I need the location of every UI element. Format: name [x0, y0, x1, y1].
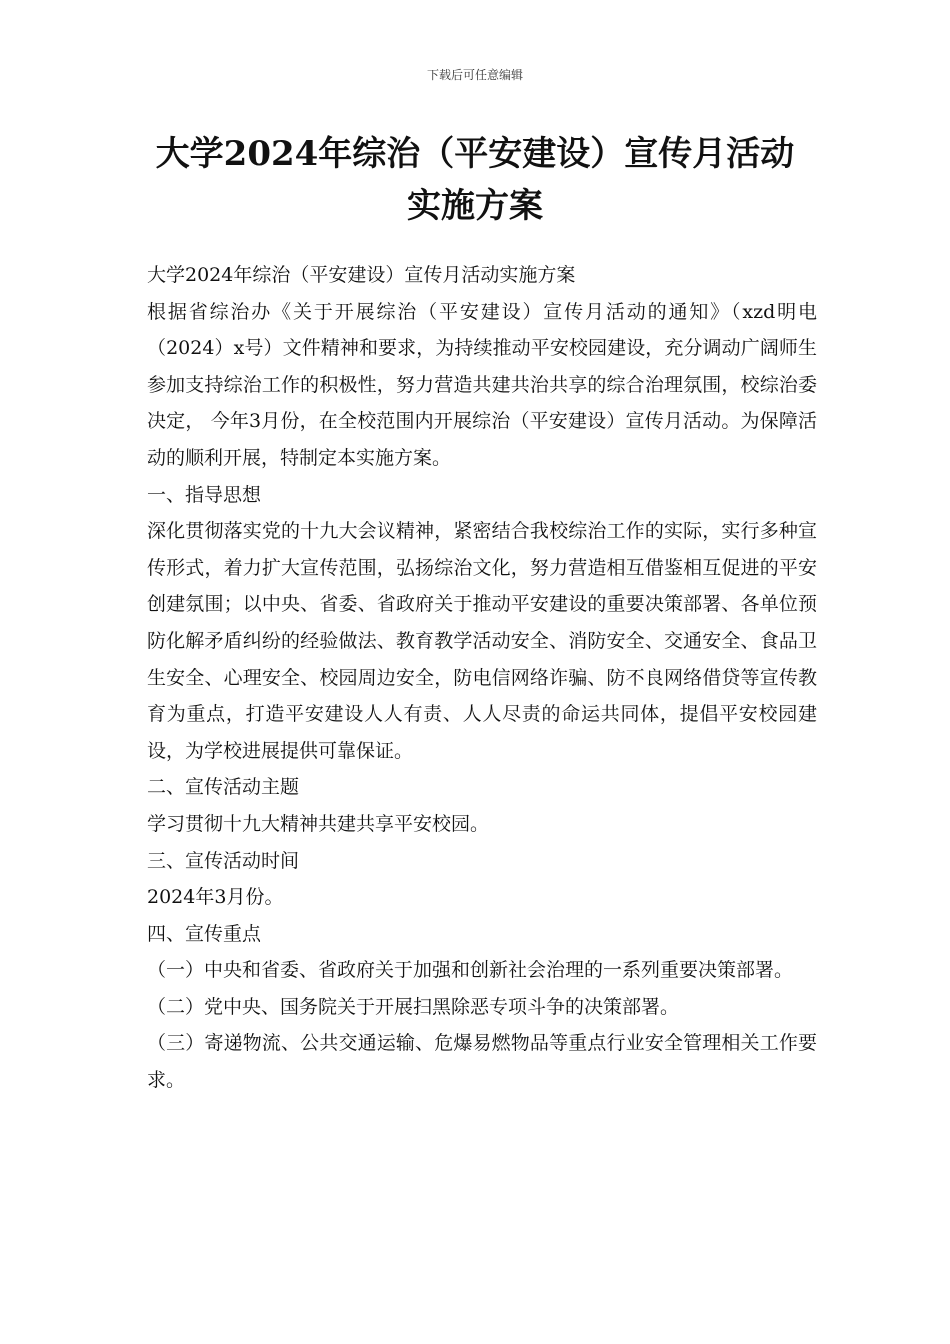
section-heading-3: 三、宣传活动时间	[147, 849, 300, 872]
header-note: 下载后可任意编辑	[426, 68, 523, 82]
document-body	[147, 257, 817, 1099]
focus-item-2: （二）党中央、国务院关于开展扫黑除恶专项斗争的决策部署。	[147, 995, 680, 1018]
section-heading-2: 二、宣传活动主题	[147, 776, 300, 799]
time-paragraph: 2024年3月份。	[147, 886, 284, 909]
title-line-2: 实施方案	[407, 186, 543, 226]
focus-item-1: （一）中央和省委、省政府关于加强和创新社会治理的一系列重要决策部署。	[147, 959, 794, 982]
document-title	[120, 128, 830, 232]
title-line-1: 大学2024年综治（平安建设）宣传月活动	[155, 134, 795, 174]
subtitle-paragraph: 大学2024年综治（平安建设）宣传月活动实施方案	[147, 264, 576, 286]
section-heading-1: 一、指导思想	[147, 483, 262, 506]
focus-item-3: （三）寄递物流、公共交通运输、危爆易燃物品等重点行业安全管理相关工作要求。	[147, 1032, 817, 1092]
guiding-thought-paragraph: 深化贯彻落实党的十九大会议精神，紧密结合我校综治工作的实际，实行多种宣传形式，着力扩大宣传范围，弘扬综治文化，努力营造相互借鉴相互促进的平安创建氛围；以中央、省委、省政府关于推动平安建设的重要决策部署、各单位预防化解矛盾纠纷的经验做法、教育教学活动安全、消防安全、交通安全、食品卫生安全、心理安全、校园周边安全，防电信网络诈骗、防不良网络借贷等宣传教育为重点，打造平安建设人人有责、人人尽责的命运共同体，提倡平安校园建设，为学校进展提供可靠保证。	[147, 520, 817, 762]
section-heading-4: 四、宣传重点	[147, 922, 262, 945]
intro-paragraph: 根据省综治办《关于开展综治（平安建设）宣传月活动的通知》（xzd明电（2024）x号）文件精神和要求，为持续推动平安校园建设，充分调动广阔师生参加支持综治工作的积极性，努力营造共建共治共享的综合治理氛围，校综治委决定， 今年3月份，在全校范围内开展综治（平安建设）宣传月活动。为保障活动的顺利开展，特制定本实施方案。	[147, 300, 817, 469]
theme-paragraph: 学习贯彻十九大精神共建共享平安校园。	[147, 812, 490, 835]
